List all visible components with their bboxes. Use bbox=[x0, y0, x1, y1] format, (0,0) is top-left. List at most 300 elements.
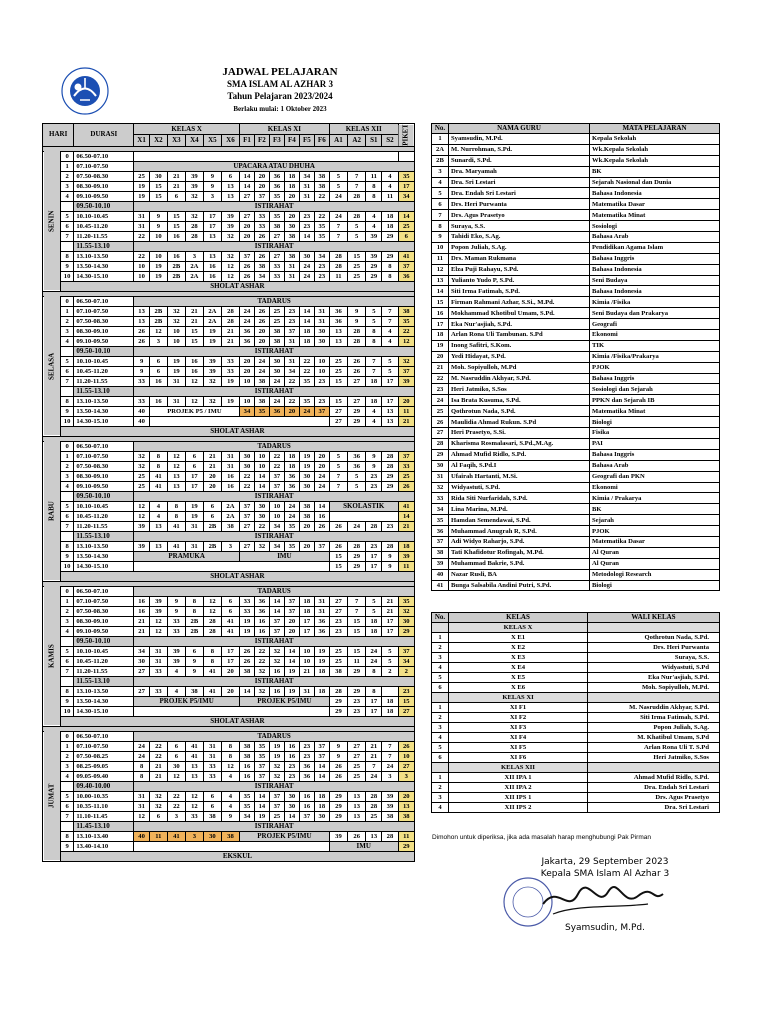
teacher-row bbox=[432, 362, 720, 373]
period-time: 14.30-15.10 bbox=[74, 706, 134, 716]
teacher-code: 16 bbox=[134, 606, 150, 616]
period-no: 7 bbox=[60, 811, 74, 821]
teacher-code: 24 bbox=[314, 471, 329, 481]
teacher-code: 39 bbox=[149, 606, 167, 616]
teacher-code: 31 bbox=[284, 356, 299, 366]
class-header: F1 bbox=[239, 135, 254, 146]
teacher-name: Dra. Sri Lestari bbox=[449, 177, 590, 188]
teacher-code: 25 bbox=[366, 811, 382, 821]
schedule-row bbox=[43, 481, 415, 491]
teacher-code: 6 bbox=[149, 811, 167, 821]
teacher-no: 23 bbox=[432, 384, 449, 395]
teacher-code: 32 bbox=[269, 646, 284, 656]
teacher-code: 7 bbox=[329, 471, 347, 481]
period-no: 3 bbox=[60, 471, 74, 481]
teacher-code: 18 bbox=[284, 461, 299, 471]
homeroom-class: XI F6 bbox=[449, 753, 588, 763]
class-header: X1 bbox=[134, 135, 150, 146]
teacher-no: 16 bbox=[432, 308, 449, 319]
teacher-code: 17 bbox=[185, 471, 203, 481]
homeroom-teacher: Popon Juliah, S.Ag. bbox=[588, 723, 720, 733]
teacher-code: 28 bbox=[348, 541, 366, 551]
teacher-code: 9 bbox=[185, 656, 203, 666]
merged-activity: UPACARA ATAU DHUHA bbox=[134, 161, 415, 171]
period-time: 10.10-10.45 bbox=[74, 356, 134, 366]
teacher-code: 28 bbox=[221, 306, 239, 316]
period-time: 13.10-13.40 bbox=[74, 831, 134, 841]
teacher-code: 10 bbox=[299, 646, 314, 656]
period-time: 07.50-08.25 bbox=[74, 751, 134, 761]
teacher-code: 4 bbox=[382, 181, 398, 191]
teacher-code: 2B bbox=[167, 271, 185, 281]
teacher-code: 25 bbox=[329, 656, 347, 666]
teacher-code: 30 bbox=[299, 481, 314, 491]
teacher-no: 26 bbox=[432, 417, 449, 428]
group-spacer bbox=[432, 623, 449, 633]
teacher-code: 21 bbox=[221, 336, 239, 346]
homeroom-no: 4 bbox=[432, 733, 449, 743]
period-no: 8 bbox=[60, 831, 74, 841]
homeroom-teacher: Heri Jatmiko, S.Sos bbox=[588, 753, 720, 763]
schedule-row bbox=[43, 741, 415, 751]
teacher-code: 29 bbox=[348, 551, 366, 561]
schedule-row bbox=[43, 636, 415, 646]
period-time: 11.20-11.55 bbox=[74, 521, 134, 531]
teacher-code: 30 bbox=[314, 326, 329, 336]
document-header bbox=[160, 66, 400, 116]
teacher-code: 6 bbox=[203, 791, 221, 801]
teacher-code: 35 bbox=[299, 376, 314, 386]
teacher-code: 26 bbox=[239, 646, 254, 656]
teacher-subject: Seni Budaya bbox=[590, 275, 720, 286]
piket-code: 17 bbox=[398, 181, 414, 191]
teacher-code: 10 bbox=[269, 501, 284, 511]
teacher-code: 24 bbox=[299, 406, 314, 416]
teacher-code: 35 bbox=[284, 541, 299, 551]
teacher-code: 29 bbox=[348, 416, 366, 426]
teacher-code: 9 bbox=[382, 561, 398, 571]
teacher-code: 3 bbox=[167, 811, 185, 821]
teacher-code: 33 bbox=[134, 396, 150, 406]
teacher-code: 27 bbox=[239, 521, 254, 531]
teacher-code: 26 bbox=[254, 316, 269, 326]
teacher-code: 12 bbox=[203, 596, 221, 606]
teacher-code: 19 bbox=[185, 511, 203, 521]
teacher-code: 10 bbox=[239, 396, 254, 406]
teacher-code: 36 bbox=[284, 471, 299, 481]
homeroom-row bbox=[432, 733, 720, 743]
teacher-code: 37 bbox=[314, 406, 329, 416]
teacher-code: 7 bbox=[366, 356, 382, 366]
teacher-code: 16 bbox=[299, 801, 314, 811]
period-no: 7 bbox=[60, 376, 74, 386]
teacher-name: Al Faqih, S.Pd.I bbox=[449, 460, 590, 471]
teacher-code: 29 bbox=[329, 706, 347, 716]
teacher-code: 16 bbox=[239, 761, 254, 771]
teacher-code: 19 bbox=[269, 741, 284, 751]
teacher-code: 2B bbox=[167, 261, 185, 271]
schedule-row bbox=[43, 171, 415, 181]
teacher-code: 13 bbox=[382, 406, 398, 416]
schedule-row bbox=[43, 801, 415, 811]
teacher-code: 28 bbox=[329, 261, 347, 271]
teacher-code: 9 bbox=[366, 461, 382, 471]
teacher-code: 8 bbox=[149, 461, 167, 471]
teacher-name: Suraya, S.S. bbox=[449, 221, 590, 232]
day-label: KAMIS bbox=[43, 586, 61, 726]
teacher-table bbox=[431, 123, 720, 591]
teacher-code: 41 bbox=[185, 741, 203, 751]
homeroom-class: X E5 bbox=[449, 673, 588, 683]
period-no: 5 bbox=[60, 501, 74, 511]
teacher-code: 30 bbox=[254, 501, 269, 511]
teacher-code: 23 bbox=[299, 751, 314, 761]
teacher-code: 30 bbox=[299, 251, 314, 261]
period-time: 13.40-14.10 bbox=[74, 841, 134, 851]
teacher-code: 20 bbox=[284, 191, 299, 201]
teacher-code: 13 bbox=[134, 306, 150, 316]
piket-code: 11 bbox=[398, 406, 414, 416]
teacher-code: 19 bbox=[221, 396, 239, 406]
teacher-name: Firman Rahmani Azhar, S.Si., M.Pd. bbox=[449, 297, 590, 308]
class-header: F4 bbox=[284, 135, 299, 146]
col-hari: HARI bbox=[43, 124, 74, 147]
teacher-code: 37 bbox=[254, 771, 269, 781]
teacher-code: 22 bbox=[269, 451, 284, 461]
schedule-row bbox=[43, 211, 415, 221]
teacher-code: 33 bbox=[221, 366, 239, 376]
teacher-code: 35 bbox=[299, 396, 314, 406]
teacher-code: 36 bbox=[348, 461, 366, 471]
piket-code: 21 bbox=[398, 416, 414, 426]
teacher-code: 17 bbox=[299, 616, 314, 626]
teacher-name: Ahmad Mufid Ridlo, S.Pd. bbox=[449, 449, 590, 460]
teacher-code: 31 bbox=[221, 461, 239, 471]
teacher-code: 23 bbox=[314, 396, 329, 406]
homeroom-no: 5 bbox=[432, 743, 449, 753]
merged-activity: ISTIRAHAT bbox=[134, 201, 415, 211]
teacher-code: 14 bbox=[299, 316, 314, 326]
period-no: 8 bbox=[60, 396, 74, 406]
homeroom-class: XI F1 bbox=[449, 703, 588, 713]
teacher-code: 31 bbox=[134, 221, 150, 231]
period-no: 0 bbox=[60, 731, 74, 741]
teacher-code: 10 bbox=[254, 451, 269, 461]
teacher-code: 38 bbox=[284, 251, 299, 261]
period-time: 06.50-07.10 bbox=[74, 151, 134, 161]
teacher-code: 20 bbox=[284, 626, 299, 636]
period-time: 07.10-07.50 bbox=[74, 161, 134, 171]
teacher-code: 20 bbox=[203, 471, 221, 481]
teacher-code: 30 bbox=[314, 336, 329, 346]
teacher-code: 12 bbox=[134, 511, 150, 521]
class-group: KELAS X bbox=[449, 623, 588, 633]
homeroom-class: XII IPS 2 bbox=[449, 803, 588, 813]
teacher-code: 8 bbox=[185, 606, 203, 616]
teacher-code: 33 bbox=[221, 356, 239, 366]
period-time: 07.10-07.50 bbox=[74, 596, 134, 606]
teacher-code: 41 bbox=[221, 626, 239, 636]
teacher-code: 41 bbox=[203, 666, 221, 676]
teacher-code: 18 bbox=[366, 396, 382, 406]
teacher-code: 19 bbox=[203, 326, 221, 336]
homeroom-row bbox=[432, 803, 720, 813]
teacher-code: 5 bbox=[382, 366, 398, 376]
teacher-code: 26 bbox=[329, 541, 347, 551]
teacher-code: 11 bbox=[329, 271, 347, 281]
teacher-code: 16 bbox=[185, 366, 203, 376]
schedule-row bbox=[43, 426, 415, 436]
teacher-code: 22 bbox=[254, 656, 269, 666]
schedule-row bbox=[43, 811, 415, 821]
period-no bbox=[60, 781, 74, 791]
teacher-subject: Kepala Sekolah bbox=[590, 134, 720, 145]
teacher-code: 2A bbox=[203, 316, 221, 326]
teacher-code: 36 bbox=[284, 481, 299, 491]
period-no: 4 bbox=[60, 191, 74, 201]
teacher-code: 6 bbox=[221, 596, 239, 606]
teacher-code: 19 bbox=[149, 261, 167, 271]
teacher-name: Qothrotun Nada, S.Pd. bbox=[449, 406, 590, 417]
teacher-code: 7 bbox=[348, 181, 366, 191]
class-header: A2 bbox=[348, 135, 366, 146]
class-header: F5 bbox=[299, 135, 314, 146]
teacher-name: M. Nasruddin Akhyar, S.Pd. bbox=[449, 373, 590, 384]
teacher-no: 2B bbox=[432, 155, 449, 166]
teacher-code: 31 bbox=[134, 211, 150, 221]
teacher-code: 32 bbox=[167, 306, 185, 316]
teacher-subject: Seni Budaya dan Prakarya bbox=[590, 308, 720, 319]
piket-code: 27 bbox=[398, 761, 414, 771]
teacher-code: 38 bbox=[185, 686, 203, 696]
teacher-code: 8 bbox=[382, 261, 398, 271]
teacher-code: 8 bbox=[366, 686, 382, 696]
teacher-code: 27 bbox=[348, 376, 366, 386]
period-no: 0 bbox=[60, 296, 74, 306]
teacher-code: 14 bbox=[314, 771, 329, 781]
teacher-code: 23 bbox=[299, 211, 314, 221]
teacher-code: 6 bbox=[185, 461, 203, 471]
teacher-code: 19 bbox=[203, 336, 221, 346]
schedule-row bbox=[43, 471, 415, 481]
teacher-code: 19 bbox=[299, 451, 314, 461]
teacher-code: 16 bbox=[254, 626, 269, 636]
teacher-code: 18 bbox=[299, 606, 314, 616]
period-time: 07.10-07.50 bbox=[74, 306, 134, 316]
teacher-code: 37 bbox=[269, 626, 284, 636]
teacher-code: 17 bbox=[299, 626, 314, 636]
teacher-code: 22 bbox=[284, 396, 299, 406]
teacher-code: 38 bbox=[254, 376, 269, 386]
period-no: 9 bbox=[60, 406, 74, 416]
teacher-code: 28 bbox=[203, 616, 221, 626]
teacher-code: 6 bbox=[221, 171, 239, 181]
schedule-row bbox=[43, 541, 415, 551]
teacher-code: 30 bbox=[269, 366, 284, 376]
teacher-code: 12 bbox=[149, 626, 167, 636]
schedule-row bbox=[43, 356, 415, 366]
period-no: 3 bbox=[60, 616, 74, 626]
teacher-code: 35 bbox=[269, 191, 284, 201]
teacher-code: 10 bbox=[167, 326, 185, 336]
teacher-code: 29 bbox=[366, 261, 382, 271]
teacher-no: 17 bbox=[432, 319, 449, 330]
teacher-code: 12 bbox=[134, 501, 150, 511]
teacher-code: 28 bbox=[348, 211, 366, 221]
teacher-code: 12 bbox=[203, 606, 221, 616]
teacher-code: 39 bbox=[149, 596, 167, 606]
period-no bbox=[60, 346, 74, 356]
teacher-code: 20 bbox=[239, 356, 254, 366]
teacher-subject: Bahasa Inggris bbox=[590, 253, 720, 264]
period-no bbox=[60, 676, 74, 686]
teacher-code: 15 bbox=[329, 551, 347, 561]
homeroom-teacher: Arlan Rona Uli T. S.Pd bbox=[588, 743, 720, 753]
teacher-code: 38 bbox=[221, 521, 239, 531]
teacher-subject: Matematika Dasar bbox=[590, 199, 720, 210]
piket-code: 2 bbox=[398, 666, 414, 676]
teacher-code: 33 bbox=[254, 221, 269, 231]
teacher-code: 15 bbox=[167, 221, 185, 231]
period-no: 5 bbox=[60, 356, 74, 366]
teacher-code: 15 bbox=[329, 376, 347, 386]
merged-activity: ISTIRAHAT bbox=[134, 781, 415, 791]
teacher-code: 32 bbox=[134, 451, 150, 461]
col-piket: PIKET bbox=[398, 124, 414, 147]
teacher-code: 31 bbox=[299, 191, 314, 201]
teacher-code: 17 bbox=[185, 481, 203, 491]
teacher-no: 33 bbox=[432, 493, 449, 504]
teacher-code: 25 bbox=[348, 761, 366, 771]
teacher-subject: Al Quran bbox=[590, 547, 720, 558]
teacher-code: 27 bbox=[269, 251, 284, 261]
teacher-no: 39 bbox=[432, 558, 449, 569]
teacher-code: 39 bbox=[382, 801, 398, 811]
teacher-code: 27 bbox=[329, 596, 347, 606]
teacher-code: 23 bbox=[284, 771, 299, 781]
teacher-name: Moh. Sopiyulloh, M.Pd bbox=[449, 362, 590, 373]
teacher-code: 31 bbox=[167, 396, 185, 406]
teacher-code: 37 bbox=[254, 191, 269, 201]
schedule-row bbox=[43, 821, 415, 831]
piket-code: 41 bbox=[398, 501, 414, 511]
teacher-code: 31 bbox=[284, 261, 299, 271]
piket-code: 26 bbox=[398, 481, 414, 491]
class-header: F3 bbox=[269, 135, 284, 146]
teacher-code: 8 bbox=[167, 501, 185, 511]
teacher-subject: Ekonomi bbox=[590, 330, 720, 341]
teacher-code: 12 bbox=[185, 376, 203, 386]
period-no bbox=[60, 531, 74, 541]
piket-code: 20 bbox=[398, 396, 414, 406]
homeroom-teacher: Dra. Sri Lestari bbox=[588, 803, 720, 813]
teacher-code: 19 bbox=[185, 501, 203, 511]
teacher-code: 13 bbox=[203, 251, 221, 261]
teacher-code: 39 bbox=[167, 646, 185, 656]
teacher-code: 30 bbox=[134, 656, 150, 666]
teacher-no: 4 bbox=[432, 177, 449, 188]
teacher-code: 2 bbox=[382, 666, 398, 676]
period-time: 13.10-13.50 bbox=[74, 396, 134, 406]
teacher-name: Sunardi, S.Pd. bbox=[449, 155, 590, 166]
group-kelas-xi: KELAS XI bbox=[239, 124, 329, 135]
teacher-code: 17 bbox=[366, 561, 382, 571]
teacher-code: 27 bbox=[239, 211, 254, 221]
teacher-row bbox=[432, 221, 720, 232]
merged-activity: ISTIRAHAT bbox=[134, 676, 415, 686]
teacher-code: 30 bbox=[299, 471, 314, 481]
teacher-code: 40 bbox=[134, 831, 150, 841]
teacher-code: 23 bbox=[366, 471, 382, 481]
period-no bbox=[60, 636, 74, 646]
teacher-code: 17 bbox=[382, 396, 398, 406]
teacher-row bbox=[432, 395, 720, 406]
period-time: 07.50-08.30 bbox=[74, 316, 134, 326]
schedule-row bbox=[43, 316, 415, 326]
place-date: Jakarta, 29 September 2023 bbox=[541, 857, 669, 867]
teacher-code: 12 bbox=[185, 396, 203, 406]
period-time: 10.45-11.20 bbox=[74, 511, 134, 521]
teacher-name: Heri Jatmiko, S.Sos bbox=[449, 384, 590, 395]
teacher-code: 6 bbox=[203, 501, 221, 511]
teacher-code: 17 bbox=[221, 646, 239, 656]
teacher-code: 12 bbox=[185, 801, 203, 811]
teacher-no: 27 bbox=[432, 428, 449, 439]
piket-code: 37 bbox=[398, 261, 414, 271]
teacher-code: 14 bbox=[299, 231, 314, 241]
teacher-code: 19 bbox=[167, 366, 185, 376]
schedule-row bbox=[43, 771, 415, 781]
teacher-code: 9 bbox=[329, 741, 347, 751]
teacher-code: 33 bbox=[203, 771, 221, 781]
teacher-code: 41 bbox=[185, 751, 203, 761]
teacher-code: 35 bbox=[269, 211, 284, 221]
teacher-code: 16 bbox=[299, 791, 314, 801]
teacher-no: 2A bbox=[432, 144, 449, 155]
teacher-code: 10 bbox=[239, 376, 254, 386]
teacher-code: 24 bbox=[284, 511, 299, 521]
teacher-code: 20 bbox=[254, 326, 269, 336]
teacher-code: 12 bbox=[134, 811, 150, 821]
period-no bbox=[60, 386, 74, 396]
teacher-code: 38 bbox=[254, 396, 269, 406]
teacher-name: Lina Marina, M.Pd. bbox=[449, 504, 590, 515]
homeroom-no: 2 bbox=[432, 783, 449, 793]
piket-code: 22 bbox=[398, 326, 414, 336]
teacher-code: 24 bbox=[269, 396, 284, 406]
teacher-code: 24 bbox=[314, 481, 329, 491]
period-time: 10.45-11.20 bbox=[74, 221, 134, 231]
teacher-code: 35 bbox=[239, 801, 254, 811]
teacher-code: 14 bbox=[314, 501, 329, 511]
teacher-code: 21 bbox=[203, 451, 221, 461]
teacher-code: 27 bbox=[134, 666, 150, 676]
teacher-code: 2B bbox=[203, 521, 221, 531]
teacher-code: 19 bbox=[134, 181, 150, 191]
teacher-subject: PJOK bbox=[590, 526, 720, 537]
teacher-code: 16 bbox=[167, 251, 185, 261]
teacher-name: Tati Khafidotur Rofingah, M.Pd. bbox=[449, 547, 590, 558]
teacher-code: 4 bbox=[382, 171, 398, 181]
teacher-code: 14 bbox=[284, 646, 299, 656]
teacher-row bbox=[432, 384, 720, 395]
teacher-code: 15 bbox=[348, 251, 366, 261]
homeroom-teacher: M. Khatibul Umam, S.Pd bbox=[588, 733, 720, 743]
teacher-code bbox=[134, 841, 330, 851]
teacher-code: 16 bbox=[167, 231, 185, 241]
teacher-code: 4 bbox=[221, 801, 239, 811]
teacher-code: 15 bbox=[329, 561, 347, 571]
